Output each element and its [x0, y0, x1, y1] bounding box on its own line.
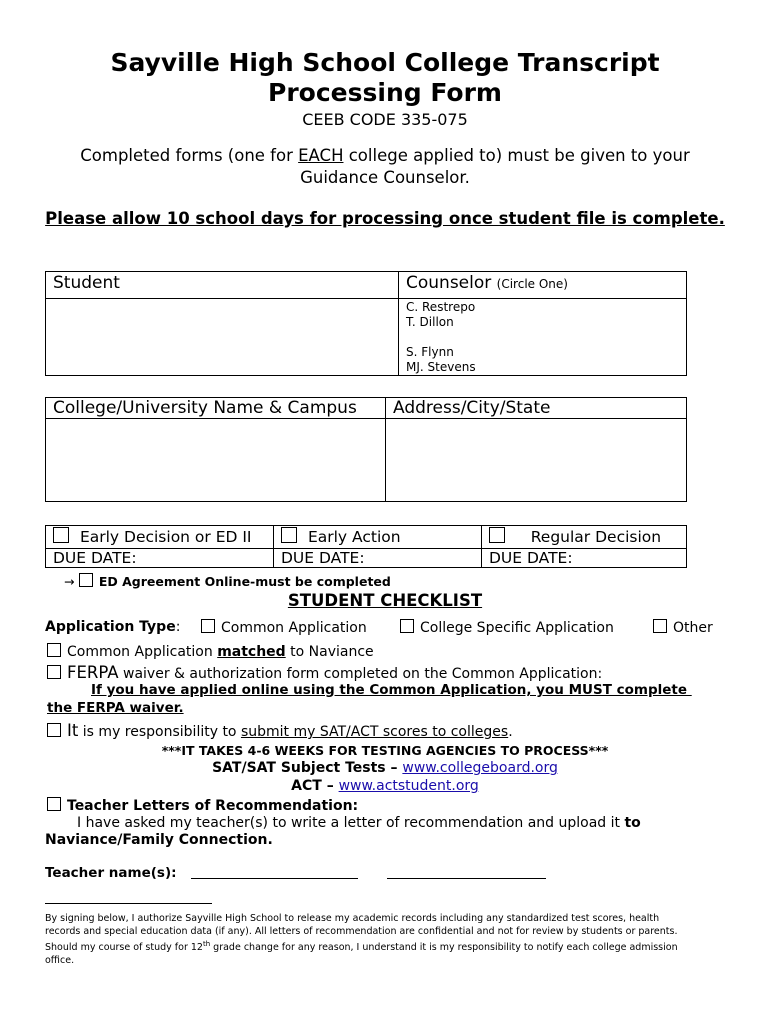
college-label: College/University Name & Campus: [46, 398, 386, 419]
page-title: [0, 48, 770, 108]
submit-scores-link: submit my SAT/ACT scores to colleges: [240, 724, 509, 740]
college-table: [45, 397, 687, 502]
address-label: Address/City/State: [386, 398, 687, 419]
matched-before: Common Application: [67, 644, 218, 660]
naviance-matched-item: [47, 643, 374, 660]
weeks-notice: ***IT TAKES 4-6 WEEKS FOR TESTING AGENCIES TO PROCESS***: [161, 743, 609, 758]
decision-ea-label: Early Action: [307, 528, 401, 546]
act-label: ACT –: [291, 778, 339, 794]
teacher-text-line-2: Naviance/Family Connection.: [45, 832, 273, 848]
counselor-option[interactable]: T. Dillon: [406, 315, 454, 329]
authorize-line-3-before: Should my course of study for 12: [45, 942, 203, 954]
address-field[interactable]: [386, 419, 687, 502]
app-type-other[interactable]: [653, 619, 713, 636]
teacher-name-field-1[interactable]: [191, 866, 358, 879]
authorize-line-1: By signing below, I authorize Sayville High School to release my academic records including any standardized test scores, health: [45, 913, 660, 924]
due-date-rd[interactable]: DUE DATE:: [482, 549, 687, 568]
app-type-colon: :: [175, 619, 181, 635]
authorization-text: [45, 913, 735, 967]
checklist-heading: STUDENT CHECKLIST: [287, 591, 483, 610]
teacher-heading-item: [47, 797, 358, 814]
app-type-common[interactable]: [201, 619, 367, 636]
ferpa-rest: waiver & authorization form completed on the Common Application:: [118, 666, 603, 682]
ed-agreement-text: ED Agreement Online-must be completed: [98, 574, 391, 589]
authorize-line-3: [45, 938, 735, 955]
checkbox-icon[interactable]: [47, 643, 61, 657]
matched-after: to Naviance: [285, 644, 374, 660]
checkbox-icon[interactable]: [489, 527, 505, 543]
resp-after: .: [508, 724, 513, 740]
college-name-field[interactable]: [46, 419, 386, 502]
counselor-note: (Circle One): [496, 277, 568, 291]
checkbox-icon[interactable]: [201, 619, 215, 633]
instr-before: Completed forms (one for: [80, 146, 299, 165]
ferpa-warning-line-2: the FERPA waiver.: [47, 700, 184, 716]
counselor-option[interactable]: S. Flynn: [406, 345, 454, 359]
student-label: Student: [46, 272, 399, 299]
due-date-ed[interactable]: DUE DATE:: [46, 549, 274, 568]
ferpa-item: [47, 663, 602, 682]
app-type-college-specific[interactable]: [400, 619, 614, 636]
title-line-2: Processing Form: [268, 78, 502, 107]
app-type-label: [45, 619, 180, 635]
ed-agreement: [64, 573, 391, 589]
sat-label: SAT/SAT Subject Tests –: [212, 760, 403, 776]
teacher-text-to: to: [624, 815, 641, 831]
teacher-heading: Teacher Letters of Recommendation:: [67, 798, 359, 814]
act-line: [0, 778, 770, 794]
resp-before: is my responsibility to: [78, 724, 241, 740]
checkbox-icon[interactable]: [47, 797, 61, 811]
teacher-text-line-1: [77, 815, 641, 831]
matched-word: matched: [217, 644, 286, 660]
instr-after: college applied to) must be given to your Guidance Counselor.: [300, 146, 690, 187]
instructions: [40, 145, 730, 189]
counselor-option[interactable]: C. Restrepo: [406, 300, 476, 314]
checkbox-icon[interactable]: [79, 573, 93, 587]
arrow-right-icon: →: [64, 574, 75, 589]
checkbox-icon[interactable]: [653, 619, 667, 633]
decision-ed[interactable]: [46, 526, 274, 549]
ferpa-warning-line-1: If you have applied online using the Common Application, you MUST complete: [91, 682, 692, 698]
authorize-line-3-after: grade change for any reason, I understand it is my responsibility to notify each college admission: [210, 942, 678, 954]
decision-ed-label: Early Decision or ED II: [79, 528, 252, 546]
title-line-1: Sayville High School College Transcript: [110, 48, 660, 77]
teacher-names-label: Teacher name(s):: [45, 865, 177, 881]
decision-rd[interactable]: [482, 526, 687, 549]
ferpa-word: FERPA: [67, 663, 119, 682]
counselor-label: Counselor: [406, 273, 492, 293]
teacher-name-field-2[interactable]: [387, 866, 546, 879]
authorize-sup: th: [202, 940, 211, 948]
instr-each: EACH: [298, 146, 344, 165]
it-word: It: [67, 721, 79, 740]
app-type-college-specific-label: College Specific Application: [420, 620, 614, 636]
actstudent-link[interactable]: www.actstudent.org: [338, 778, 479, 794]
decision-rd-label: Regular Decision: [530, 528, 662, 546]
student-name-field[interactable]: [46, 299, 399, 376]
authorize-line-4: office.: [45, 954, 75, 966]
app-type-other-label: Other: [673, 620, 713, 636]
checkbox-icon[interactable]: [53, 527, 69, 543]
decision-table: [45, 525, 687, 568]
counselor-option[interactable]: MJ. Stevens: [406, 360, 476, 374]
counselor-label-cell: [399, 272, 687, 299]
checkbox-icon[interactable]: [47, 665, 61, 679]
app-type-label-text: Application Type: [45, 619, 176, 635]
collegeboard-link[interactable]: www.collegeboard.org: [402, 760, 558, 776]
student-table: [45, 271, 687, 376]
checkbox-icon[interactable]: [400, 619, 414, 633]
teacher-name-field-3[interactable]: [45, 891, 212, 904]
teacher-text-before: I have asked my teacher(s) to write a letter of recommendation and upload it: [77, 815, 625, 831]
decision-ea[interactable]: [274, 526, 482, 549]
authorize-line-2: records and special education data (if any). All letters of recommendation are confidential and not for review by students or parents.: [45, 925, 678, 937]
due-date-ea[interactable]: DUE DATE:: [274, 549, 482, 568]
scores-item: [47, 721, 513, 740]
checkbox-icon[interactable]: [47, 723, 61, 737]
counselor-options: [399, 299, 687, 376]
checkbox-icon[interactable]: [281, 527, 297, 543]
sat-line: [0, 760, 770, 776]
app-type-common-label: Common Application: [221, 620, 367, 636]
processing-notice: Please allow 10 school days for processing once student file is complete.: [45, 209, 725, 228]
ceeb-code: CEEB CODE 335-075: [302, 110, 468, 129]
